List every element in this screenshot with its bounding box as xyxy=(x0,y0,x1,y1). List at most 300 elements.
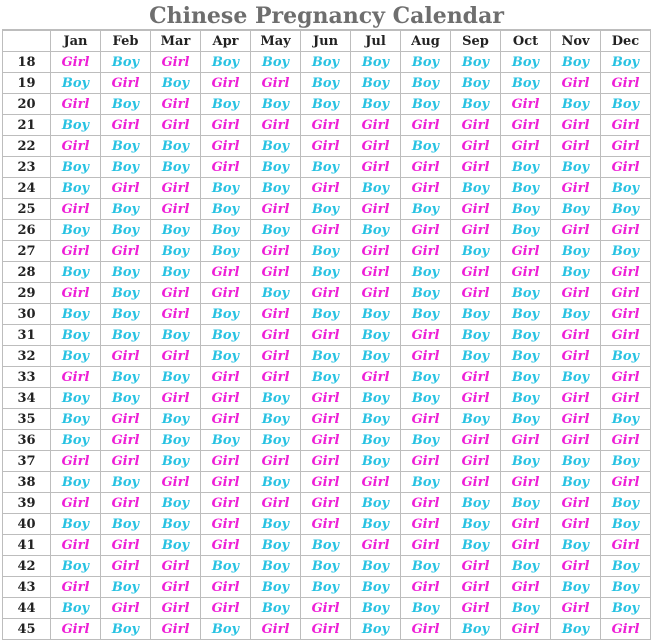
gender-cell: Boy xyxy=(601,598,651,619)
gender-cell: Girl xyxy=(51,199,101,220)
gender-cell: Girl xyxy=(451,262,501,283)
gender-cell: Girl xyxy=(451,157,501,178)
gender-cell: Boy xyxy=(451,346,501,367)
gender-cell: Girl xyxy=(401,115,451,136)
gender-cell: Girl xyxy=(201,493,251,514)
gender-cell: Boy xyxy=(101,220,151,241)
gender-cell: Boy xyxy=(601,493,651,514)
gender-cell: Boy xyxy=(551,241,601,262)
table-row xyxy=(3,346,651,367)
gender-cell: Girl xyxy=(301,115,351,136)
gender-cell: Boy xyxy=(551,304,601,325)
gender-cell: Girl xyxy=(401,157,451,178)
gender-cell: Boy xyxy=(101,472,151,493)
gender-cell: Girl xyxy=(251,367,301,388)
month-header-nov: Nov xyxy=(551,31,601,52)
gender-cell: Boy xyxy=(401,52,451,73)
age-cell: 34 xyxy=(3,388,51,409)
gender-cell: Boy xyxy=(451,304,501,325)
gender-cell: Girl xyxy=(101,409,151,430)
gender-cell: Boy xyxy=(301,157,351,178)
gender-cell: Girl xyxy=(401,178,451,199)
gender-cell: Boy xyxy=(51,388,101,409)
age-cell: 32 xyxy=(3,346,51,367)
gender-cell: Boy xyxy=(551,367,601,388)
gender-cell: Boy xyxy=(501,598,551,619)
gender-cell: Boy xyxy=(351,430,401,451)
gender-cell: Boy xyxy=(601,556,651,577)
gender-cell: Girl xyxy=(401,325,451,346)
gender-cell: Boy xyxy=(51,346,101,367)
gender-cell: Boy xyxy=(551,157,601,178)
gender-cell: Boy xyxy=(601,514,651,535)
gender-cell: Girl xyxy=(551,136,601,157)
gender-cell: Girl xyxy=(201,409,251,430)
gender-cell: Girl xyxy=(551,493,601,514)
gender-cell: Girl xyxy=(401,451,451,472)
gender-cell: Boy xyxy=(601,52,651,73)
gender-cell: Boy xyxy=(251,388,301,409)
gender-cell: Girl xyxy=(501,577,551,598)
gender-cell: Boy xyxy=(251,52,301,73)
gender-cell: Boy xyxy=(251,178,301,199)
gender-cell: Boy xyxy=(101,304,151,325)
gender-cell: Girl xyxy=(551,283,601,304)
gender-cell: Girl xyxy=(201,472,251,493)
gender-cell: Boy xyxy=(301,199,351,220)
gender-cell: Boy xyxy=(551,262,601,283)
gender-cell: Boy xyxy=(451,241,501,262)
gender-cell: Boy xyxy=(251,430,301,451)
gender-cell: Boy xyxy=(401,199,451,220)
gender-cell: Boy xyxy=(201,430,251,451)
gender-cell: Girl xyxy=(601,304,651,325)
age-cell: 42 xyxy=(3,556,51,577)
gender-cell: Boy xyxy=(101,157,151,178)
age-cell: 19 xyxy=(3,73,51,94)
gender-cell: Girl xyxy=(501,136,551,157)
gender-cell: Girl xyxy=(401,619,451,640)
gender-cell: Boy xyxy=(251,514,301,535)
month-header-jul: Jul xyxy=(351,31,401,52)
gender-cell: Girl xyxy=(351,241,401,262)
gender-cell: Girl xyxy=(551,598,601,619)
gender-cell: Boy xyxy=(501,52,551,73)
gender-cell: Boy xyxy=(151,493,201,514)
gender-cell: Boy xyxy=(301,304,351,325)
gender-cell: Boy xyxy=(101,199,151,220)
gender-cell: Boy xyxy=(351,304,401,325)
gender-cell: Girl xyxy=(601,283,651,304)
month-header-row xyxy=(3,31,651,52)
gender-cell: Boy xyxy=(351,556,401,577)
gender-cell: Girl xyxy=(501,472,551,493)
gender-cell: Girl xyxy=(501,262,551,283)
gender-cell: Boy xyxy=(401,556,451,577)
month-header-jun: Jun xyxy=(301,31,351,52)
table-row xyxy=(3,241,651,262)
gender-cell: Boy xyxy=(351,220,401,241)
gender-cell: Girl xyxy=(201,535,251,556)
gender-cell: Girl xyxy=(201,514,251,535)
gender-cell: Girl xyxy=(451,283,501,304)
age-cell: 29 xyxy=(3,283,51,304)
gender-cell: Boy xyxy=(451,325,501,346)
age-cell: 41 xyxy=(3,535,51,556)
gender-cell: Girl xyxy=(601,157,651,178)
gender-cell: Girl xyxy=(151,556,201,577)
gender-cell: Boy xyxy=(51,472,101,493)
gender-cell: Girl xyxy=(301,409,351,430)
gender-cell: Girl xyxy=(451,367,501,388)
gender-cell: Girl xyxy=(501,619,551,640)
table-row xyxy=(3,451,651,472)
gender-cell: Girl xyxy=(51,283,101,304)
gender-cell: Girl xyxy=(451,220,501,241)
gender-cell: Boy xyxy=(251,283,301,304)
gender-cell: Boy xyxy=(601,451,651,472)
gender-cell: Boy xyxy=(101,619,151,640)
gender-cell: Girl xyxy=(51,52,101,73)
age-cell: 40 xyxy=(3,514,51,535)
gender-cell: Boy xyxy=(301,556,351,577)
age-cell: 30 xyxy=(3,304,51,325)
gender-cell: Boy xyxy=(101,262,151,283)
gender-cell: Boy xyxy=(51,304,101,325)
gender-cell: Boy xyxy=(151,241,201,262)
month-header-feb: Feb xyxy=(101,31,151,52)
page-title: Chinese Pregnancy Calendar xyxy=(2,1,651,30)
gender-cell: Girl xyxy=(601,325,651,346)
gender-cell: Boy xyxy=(251,136,301,157)
table-row xyxy=(3,283,651,304)
gender-cell: Girl xyxy=(251,262,301,283)
gender-cell: Boy xyxy=(451,73,501,94)
gender-cell: Girl xyxy=(251,493,301,514)
gender-cell: Boy xyxy=(351,52,401,73)
gender-cell: Girl xyxy=(451,388,501,409)
age-cell: 18 xyxy=(3,52,51,73)
gender-cell: Girl xyxy=(451,451,501,472)
gender-cell: Boy xyxy=(351,619,401,640)
gender-cell: Girl xyxy=(351,262,401,283)
month-header-mar: Mar xyxy=(151,31,201,52)
gender-cell: Boy xyxy=(501,199,551,220)
age-cell: 39 xyxy=(3,493,51,514)
gender-cell: Girl xyxy=(301,493,351,514)
gender-cell: Boy xyxy=(401,262,451,283)
gender-cell: Girl xyxy=(601,136,651,157)
gender-cell: Girl xyxy=(551,409,601,430)
gender-cell: Girl xyxy=(101,178,151,199)
gender-cell: Boy xyxy=(551,94,601,115)
table-row xyxy=(3,472,651,493)
gender-cell: Girl xyxy=(151,199,201,220)
gender-cell: Girl xyxy=(151,94,201,115)
gender-cell: Boy xyxy=(401,430,451,451)
gender-cell: Girl xyxy=(351,115,401,136)
gender-cell: Girl xyxy=(101,598,151,619)
gender-cell: Girl xyxy=(301,514,351,535)
gender-cell: Girl xyxy=(401,514,451,535)
gender-cell: Girl xyxy=(251,115,301,136)
gender-cell: Boy xyxy=(551,52,601,73)
gender-cell: Girl xyxy=(51,241,101,262)
gender-cell: Girl xyxy=(551,115,601,136)
gender-cell: Boy xyxy=(401,367,451,388)
age-cell: 28 xyxy=(3,262,51,283)
gender-cell: Boy xyxy=(51,178,101,199)
gender-cell: Girl xyxy=(201,73,251,94)
gender-cell: Girl xyxy=(401,220,451,241)
gender-cell: Boy xyxy=(601,241,651,262)
gender-cell: Boy xyxy=(601,178,651,199)
gender-cell: Boy xyxy=(351,598,401,619)
table-row xyxy=(3,157,651,178)
gender-cell: Girl xyxy=(301,619,351,640)
gender-cell: Boy xyxy=(251,577,301,598)
age-column-header xyxy=(3,31,51,52)
gender-cell: Girl xyxy=(551,73,601,94)
gender-cell: Girl xyxy=(601,115,651,136)
gender-cell: Boy xyxy=(501,325,551,346)
table-row xyxy=(3,136,651,157)
table-row xyxy=(3,367,651,388)
gender-cell: Boy xyxy=(151,325,201,346)
gender-cell: Boy xyxy=(151,514,201,535)
gender-cell: Boy xyxy=(401,304,451,325)
gender-cell: Boy xyxy=(351,514,401,535)
gender-cell: Girl xyxy=(151,472,201,493)
gender-cell: Girl xyxy=(551,325,601,346)
age-cell: 23 xyxy=(3,157,51,178)
gender-cell: Boy xyxy=(451,94,501,115)
gender-cell: Boy xyxy=(351,325,401,346)
gender-cell: Boy xyxy=(51,73,101,94)
gender-cell: Boy xyxy=(101,94,151,115)
gender-cell: Boy xyxy=(101,136,151,157)
age-cell: 27 xyxy=(3,241,51,262)
age-cell: 33 xyxy=(3,367,51,388)
gender-cell: Boy xyxy=(151,157,201,178)
gender-cell: Boy xyxy=(501,451,551,472)
gender-cell: Girl xyxy=(601,619,651,640)
gender-cell: Girl xyxy=(101,556,151,577)
gender-cell: Girl xyxy=(101,73,151,94)
gender-cell: Girl xyxy=(251,619,301,640)
age-cell: 25 xyxy=(3,199,51,220)
gender-cell: Boy xyxy=(201,304,251,325)
gender-cell: Girl xyxy=(601,73,651,94)
gender-cell: Boy xyxy=(601,346,651,367)
gender-cell: Girl xyxy=(201,115,251,136)
gender-cell: Boy xyxy=(51,514,101,535)
gender-cell: Boy xyxy=(401,136,451,157)
gender-cell: Boy xyxy=(351,346,401,367)
gender-cell: Girl xyxy=(151,304,201,325)
gender-cell: Boy xyxy=(51,430,101,451)
age-cell: 22 xyxy=(3,136,51,157)
gender-cell: Boy xyxy=(151,430,201,451)
gender-cell: Girl xyxy=(301,136,351,157)
age-cell: 24 xyxy=(3,178,51,199)
gender-cell: Girl xyxy=(151,388,201,409)
gender-cell: Girl xyxy=(101,430,151,451)
gender-cell: Girl xyxy=(201,262,251,283)
table-row xyxy=(3,619,651,640)
gender-cell: Boy xyxy=(401,94,451,115)
gender-cell: Boy xyxy=(251,535,301,556)
gender-cell: Boy xyxy=(301,52,351,73)
gender-cell: Girl xyxy=(201,136,251,157)
table-row xyxy=(3,178,651,199)
gender-cell: Boy xyxy=(501,220,551,241)
gender-cell: Girl xyxy=(201,367,251,388)
gender-cell: Boy xyxy=(601,577,651,598)
gender-cell: Boy xyxy=(551,619,601,640)
gender-cell: Girl xyxy=(301,430,351,451)
gender-cell: Girl xyxy=(551,556,601,577)
gender-cell: Girl xyxy=(251,241,301,262)
gender-cell: Boy xyxy=(351,409,401,430)
gender-cell: Girl xyxy=(501,430,551,451)
month-header-jan: Jan xyxy=(51,31,101,52)
gender-cell: Girl xyxy=(51,535,101,556)
gender-cell: Girl xyxy=(151,619,201,640)
gender-cell: Girl xyxy=(601,262,651,283)
gender-cell: Girl xyxy=(201,283,251,304)
gender-cell: Girl xyxy=(251,451,301,472)
gender-cell: Girl xyxy=(401,577,451,598)
gender-cell: Girl xyxy=(451,430,501,451)
table-row xyxy=(3,199,651,220)
gender-cell: Girl xyxy=(451,472,501,493)
gender-cell: Boy xyxy=(301,577,351,598)
gender-cell: Boy xyxy=(201,94,251,115)
gender-cell: Girl xyxy=(151,346,201,367)
gender-cell: Girl xyxy=(101,115,151,136)
gender-cell: Girl xyxy=(251,73,301,94)
age-cell: 36 xyxy=(3,430,51,451)
gender-cell: Boy xyxy=(451,178,501,199)
gender-cell: Girl xyxy=(401,493,451,514)
table-row xyxy=(3,52,651,73)
gender-cell: Girl xyxy=(351,157,401,178)
gender-cell: Girl xyxy=(51,136,101,157)
gender-cell: Boy xyxy=(201,241,251,262)
gender-cell: Boy xyxy=(451,619,501,640)
gender-cell: Girl xyxy=(451,598,501,619)
month-header-sep: Sep xyxy=(451,31,501,52)
gender-cell: Boy xyxy=(401,388,451,409)
gender-cell: Boy xyxy=(51,157,101,178)
gender-cell: Girl xyxy=(451,136,501,157)
gender-cell: Boy xyxy=(51,556,101,577)
gender-cell: Boy xyxy=(301,346,351,367)
age-cell: 37 xyxy=(3,451,51,472)
gender-cell: Boy xyxy=(501,388,551,409)
gender-cell: Boy xyxy=(301,367,351,388)
gender-cell: Girl xyxy=(51,493,101,514)
gender-cell: Girl xyxy=(501,241,551,262)
gender-cell: Girl xyxy=(301,325,351,346)
gender-cell: Boy xyxy=(51,115,101,136)
gender-cell: Boy xyxy=(401,472,451,493)
gender-cell: Boy xyxy=(551,199,601,220)
gender-cell: Girl xyxy=(151,598,201,619)
gender-cell: Boy xyxy=(501,493,551,514)
gender-cell: Girl xyxy=(401,409,451,430)
gender-cell: Boy xyxy=(351,94,401,115)
gender-cell: Boy xyxy=(551,451,601,472)
gender-cell: Girl xyxy=(151,115,201,136)
table-row xyxy=(3,388,651,409)
gender-cell: Girl xyxy=(301,388,351,409)
gender-cell: Girl xyxy=(51,367,101,388)
gender-cell: Boy xyxy=(601,94,651,115)
table-row xyxy=(3,535,651,556)
gender-cell: Girl xyxy=(301,283,351,304)
gender-cell: Girl xyxy=(551,388,601,409)
age-cell: 45 xyxy=(3,619,51,640)
gender-cell: Girl xyxy=(451,556,501,577)
gender-cell: Boy xyxy=(51,409,101,430)
table-row xyxy=(3,493,651,514)
gender-cell: Boy xyxy=(351,577,401,598)
gender-cell: Boy xyxy=(151,136,201,157)
age-cell: 38 xyxy=(3,472,51,493)
gender-cell: Girl xyxy=(551,430,601,451)
gender-cell: Boy xyxy=(401,283,451,304)
table-row xyxy=(3,598,651,619)
age-cell: 43 xyxy=(3,577,51,598)
gender-cell: Girl xyxy=(201,577,251,598)
gender-cell: Boy xyxy=(51,220,101,241)
gender-cell: Boy xyxy=(51,325,101,346)
gender-cell: Girl xyxy=(251,346,301,367)
table-row xyxy=(3,556,651,577)
table-row xyxy=(3,220,651,241)
gender-cell: Boy xyxy=(451,514,501,535)
gender-cell: Boy xyxy=(301,262,351,283)
calendar-container xyxy=(2,1,651,640)
gender-cell: Girl xyxy=(101,241,151,262)
gender-cell: Girl xyxy=(351,367,401,388)
gender-cell: Girl xyxy=(551,514,601,535)
gender-cell: Boy xyxy=(201,556,251,577)
gender-cell: Girl xyxy=(301,598,351,619)
gender-cell: Girl xyxy=(601,430,651,451)
gender-cell: Girl xyxy=(401,535,451,556)
gender-cell: Boy xyxy=(251,94,301,115)
gender-cell: Boy xyxy=(351,73,401,94)
gender-cell: Boy xyxy=(201,199,251,220)
pregnancy-calendar-table xyxy=(2,30,651,640)
gender-cell: Boy xyxy=(51,262,101,283)
age-cell: 44 xyxy=(3,598,51,619)
table-row xyxy=(3,304,651,325)
gender-cell: Boy xyxy=(201,325,251,346)
month-header-oct: Oct xyxy=(501,31,551,52)
gender-cell: Boy xyxy=(451,52,501,73)
gender-cell: Girl xyxy=(201,157,251,178)
gender-cell: Girl xyxy=(501,115,551,136)
gender-cell: Boy xyxy=(101,325,151,346)
gender-cell: Girl xyxy=(151,178,201,199)
gender-cell: Boy xyxy=(201,178,251,199)
age-cell: 20 xyxy=(3,94,51,115)
gender-cell: Boy xyxy=(351,451,401,472)
